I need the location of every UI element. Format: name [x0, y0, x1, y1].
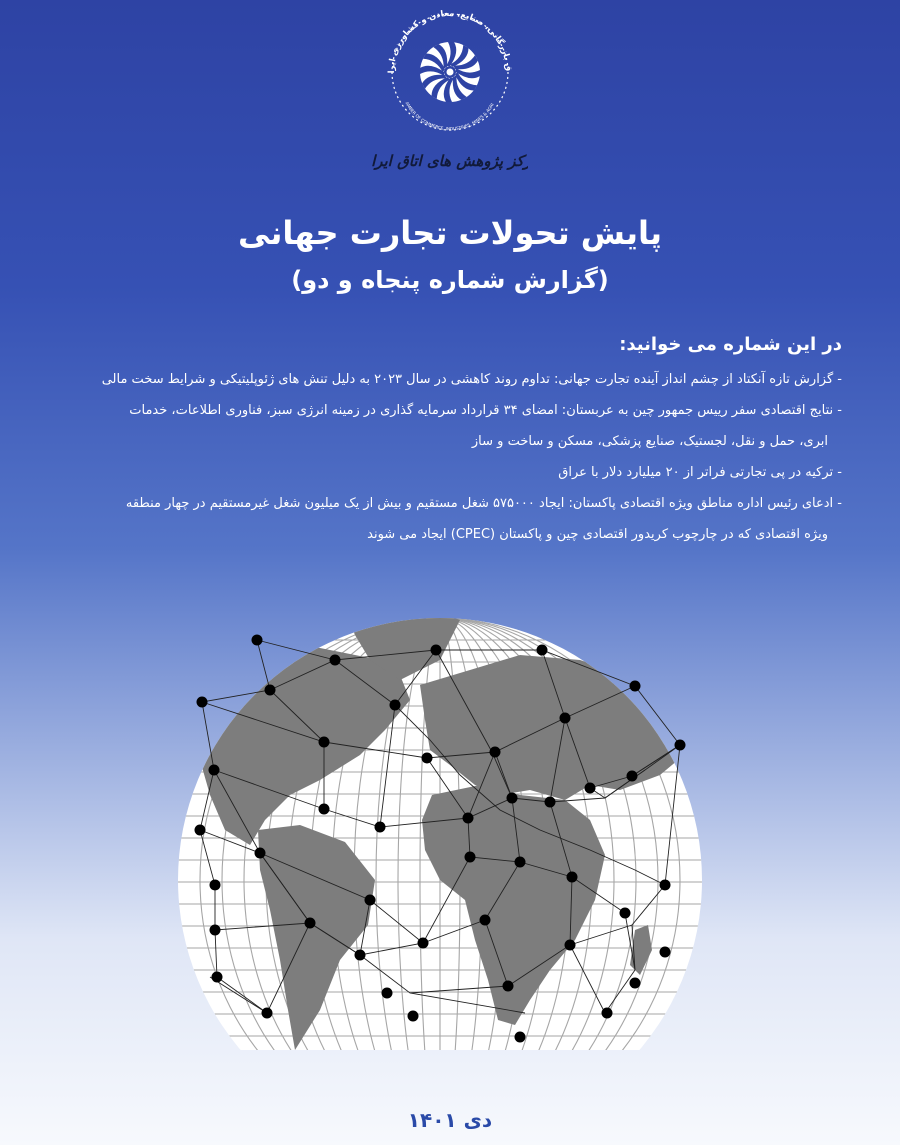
report-subtitle: (گزارش شماره پنجاه و دو)	[291, 266, 609, 294]
list-item-continuation: ویژه اقتصادی که در چارچوب کریدور اقتصادی چین و پاکستان (CPEC) ایجاد می شوند	[367, 527, 828, 542]
logo-english-text: AMBER OF COMMERCE, INDUSTRIES, MINES & AGRI	[404, 101, 495, 132]
contents-heading: در این شماره می خوانید:	[619, 334, 842, 355]
logo-signature: کز پژوهش های اتاق ایر	[375, 152, 524, 170]
list-item-text: - ترکیه در پی تجارتی فراتر از ۲۰ میلیارد دلار با عراق	[558, 465, 842, 480]
logo-arc-text: ق بازرگانی، صنایع، معادن و کشاورزی ایرا	[386, 8, 514, 74]
globe-network-illustration	[170, 580, 710, 1050]
list-item	[58, 457, 842, 488]
list-item	[58, 488, 842, 550]
list-item	[58, 395, 842, 457]
chamber-logo	[372, 6, 528, 184]
list-item-continuation: ابری، حمل و نقل، لجستیک، صنایع پزشکی، مسکن و ساخت و ساز	[471, 434, 828, 449]
issue-date: دی ۱۴۰۱	[407, 1108, 493, 1132]
report-title: پایش تحولات تجارت جهانی	[237, 214, 663, 252]
list-item-text: - ادعای رئیس اداره مناطق ویژه اقتصادی پاکستان: ایجاد ۵۷۵۰۰۰ شغل مستقیم و بیش از یک میلیون شغل غیرمستقیم در چهار منطقه	[125, 496, 842, 511]
contents-list	[58, 364, 842, 550]
list-item	[58, 364, 842, 395]
list-item-text: - گزارش تازه آنکتاد از چشم انداز آینده تجارت جهانی: تداوم روند کاهشی در سال ۲۰۲۳ به دلیل تنش های ژئوپلیتیکی و شرایط سخت مالی	[101, 372, 842, 387]
list-item-text: - نتایج اقتصادی سفر رییس جمهور چین به عربستان: امضای ۳۴ قرارداد سرمایه گذاری در زمینه انرژی سبز، فناوری اطلاعات، خدمات	[129, 403, 842, 418]
